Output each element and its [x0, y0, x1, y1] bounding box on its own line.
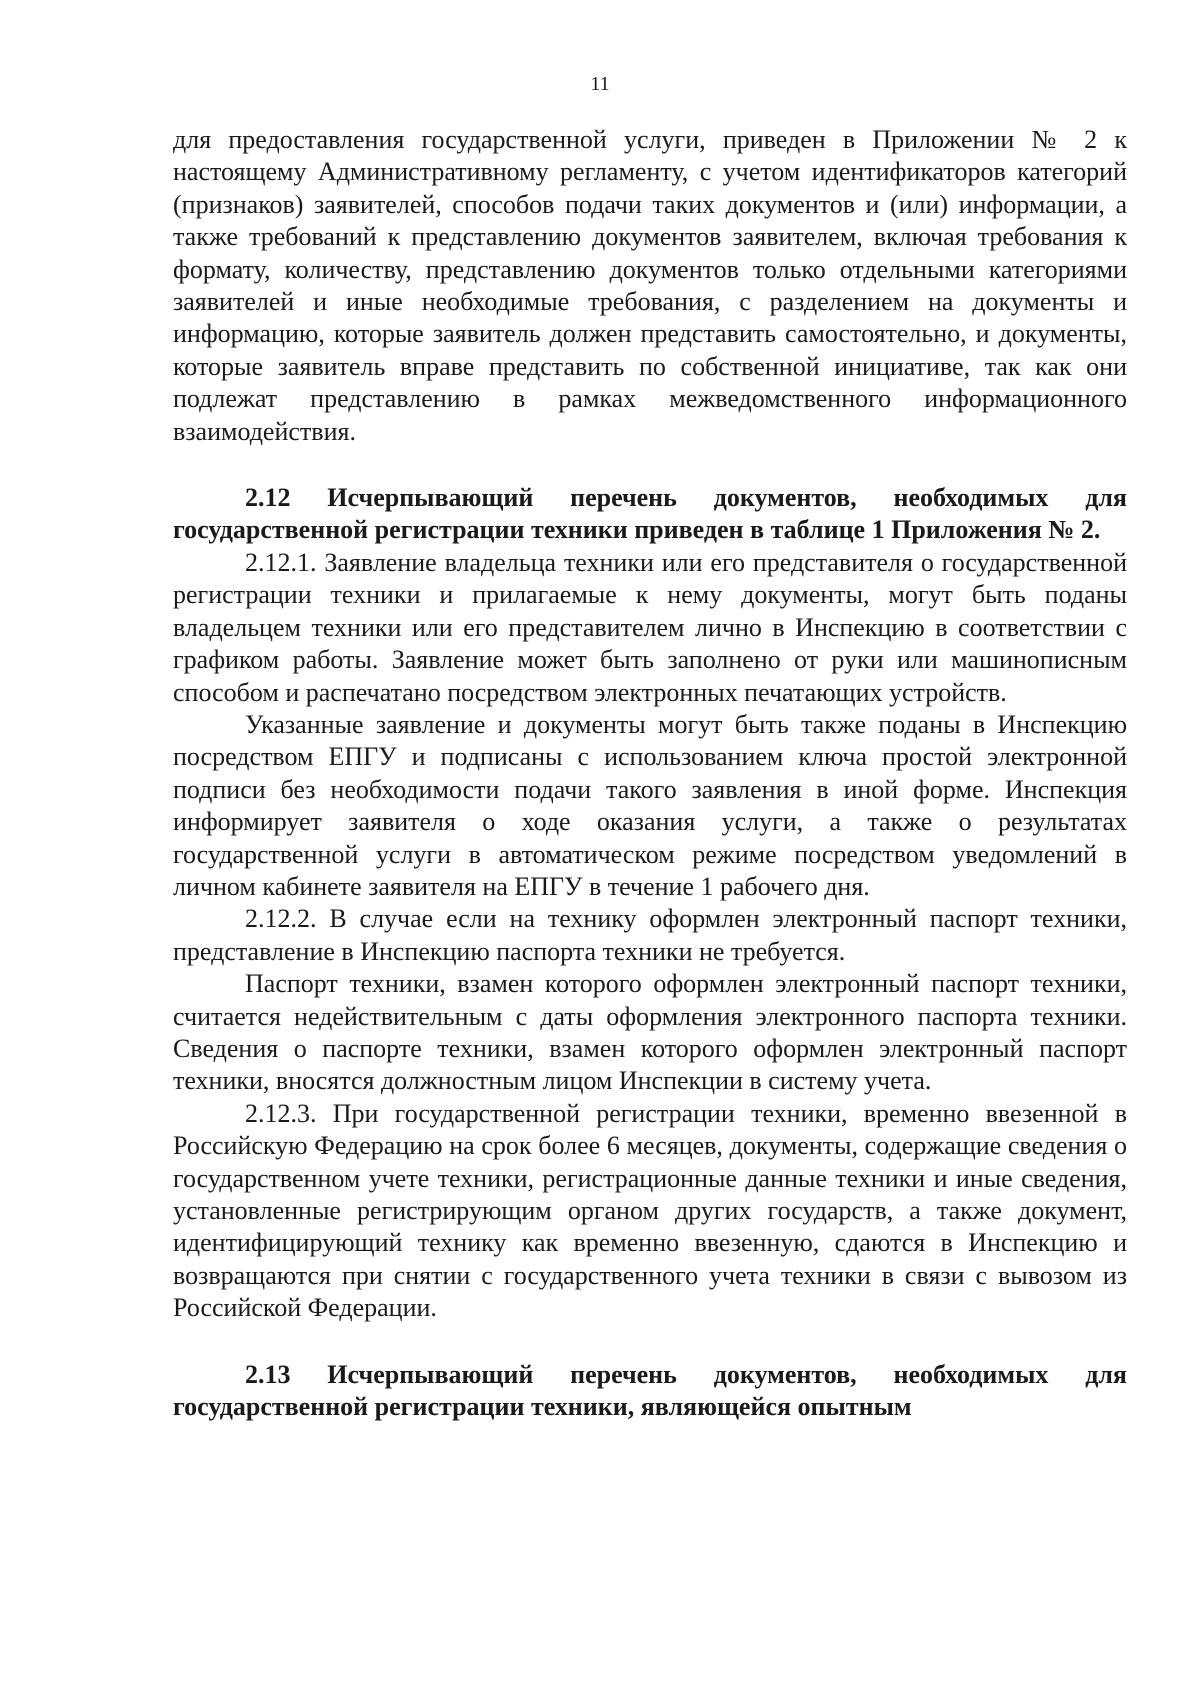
document-body [173, 124, 1127, 1423]
paragraph-epgu-submission: Указанные заявление и документы могут быть также поданы в Инспекцию посредством ЕПГУ и подписаны с использованием ключа простой электронной подписи без необходимости подачи такого заявления в иной форме. Инспекция информирует заявителя о ходе оказания услуги, а также о результатах государственной услуги в автоматическом режиме посредством уведомлений в личном кабинете заявителя на ЕПГУ в течение 1 рабочего дня. [173, 709, 1127, 901]
paragraph-2-12-1: 2.12.1. Заявление владельца техники или его представителя о государственной регистрации техники и прилагаемые к нему документы, могут быть поданы владельцем техники или его представителем лично в Инспекцию в соответствии с графиком работы. Заявление может быть заполнено от руки или машинописным способом и распечатано посредством электронных печатающих устройств. [173, 547, 1127, 707]
paragraph-passport-invalid: Паспорт техники, взамен которого оформлен электронный паспорт техники, считается недействительным с даты оформления электронного паспорта техники. Сведения о паспорте техники, взамен которого оформлен электронный паспорт техники, вносятся должностным лицом Инспекции в систему учета. [173, 969, 1127, 1096]
page-number: 11 [590, 73, 610, 95]
paragraph-requirements-continuation: для предоставления государственной услуги, приведен в Приложении № 2 к настоящему Административному регламенту, с учетом идентификаторов категорий (признаков) заявителей, способов подачи таких документов и (или) информации, а также требований к представлению документов заявителем, включая требования к формату, количеству, представлению документов только отдельными категориями заявителей и иные необходимые требования, с разделением на документы и информацию, которые заявитель должен представить самостоятельно, и документы, которые заявитель вправе представить по собственной инициативе, так как они подлежат представлению в рамках межведомственного информационного взаимодействия. [173, 125, 1127, 446]
paragraph-2-12-3: 2.12.3. При государственной регистрации техники, временно ввезенной в Российскую Федерацию на срок более 6 месяцев, документы, содержащие сведения о государственном учете техники, регистрационные данные техники и иные сведения, установленные регистрирующим органом других государств, а также документ, идентифицирующий технику как временно ввезенную, сдаются в Инспекцию и возвращаются при снятии с государственного учета техники в связи с вывозом из Российской Федерации. [173, 1098, 1127, 1323]
section-heading-2-13: 2.13 Исчерпывающий перечень документов, необходимых для государственной регистрации техники, являющейся опытным [173, 1359, 1127, 1422]
section-heading-2-12: 2.12 Исчерпывающий перечень документов, необходимых для государственной регистрации техники приведен в таблице 1 Приложения № 2. [173, 483, 1127, 545]
paragraph-2-12-2: 2.12.2. В случае если на технику оформлен электронный паспорт техники, представление в Инспекцию паспорта техники не требуется. [173, 904, 1127, 966]
